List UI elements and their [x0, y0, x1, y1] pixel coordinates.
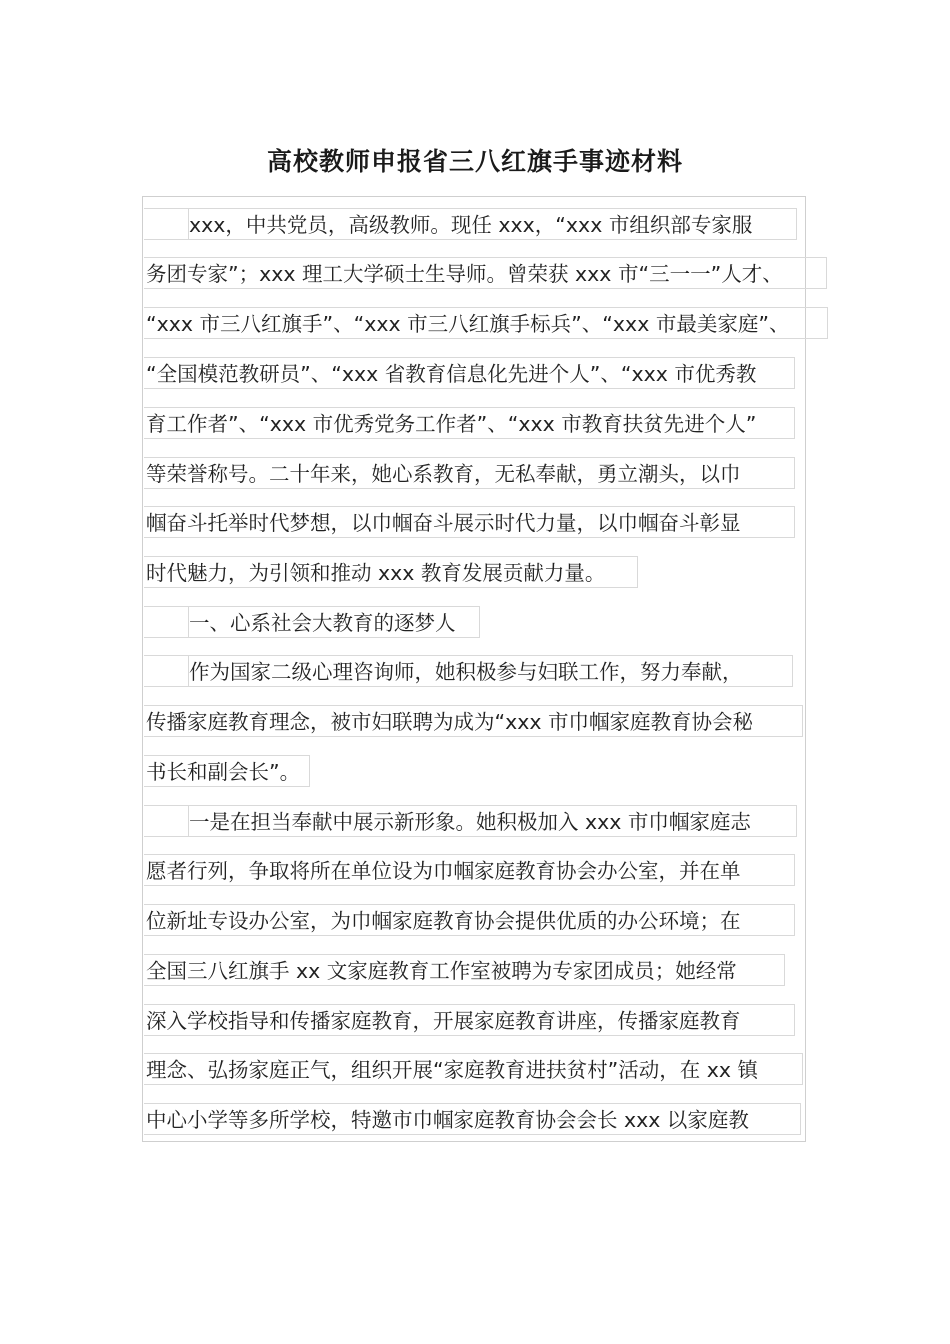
text-line: “xxx 市三八红旗手”、“xxx 市三八红旗手标兵”、“xxx 市最美家庭”、: [144, 307, 828, 339]
text-line: 时代魅力，为引领和推动 xxx 教育发展贡献力量。: [144, 556, 638, 588]
text-line: 位新址专设办公室，为巾帼家庭教育协会提供优质的办公环境；在: [144, 904, 795, 936]
text-line: 中心小学等多所学校，特邀市巾帼家庭教育协会会长 xxx 以家庭教: [144, 1103, 801, 1135]
text-line: 书长和副会长”。: [144, 755, 310, 787]
text-line: 育工作者”、“xxx 市优秀党务工作者”、“xxx 市教育扶贫先进个人”: [144, 407, 795, 439]
text-line: xxx，中共党员，高级教师。现任 xxx，“xxx 市组织部专家服: [144, 208, 797, 240]
text-line: 等荣誉称号。二十年来，她心系教育，无私奉献，勇立潮头，以巾: [144, 457, 795, 489]
text-line: 一是在担当奉献中展示新形象。她积极加入 xxx 市巾帼家庭志: [144, 805, 797, 837]
text-line: 深入学校指导和传播家庭教育，开展家庭教育讲座，传播家庭教育: [144, 1004, 795, 1036]
text-line: 传播家庭教育理念，被市妇联聘为成为“xxx 市巾帼家庭教育协会秘: [144, 705, 803, 737]
text-line: “全国模范教研员”、“xxx 省教育信息化先进个人”、“xxx 市优秀教: [144, 357, 795, 389]
text-line: 作为国家二级心理咨询师，她积极参与妇联工作，努力奉献，: [144, 655, 793, 687]
text-line: 务团专家”；xxx 理工大学硕士生导师。曾荣获 xxx 市“三一一”人才、: [144, 257, 827, 289]
text-line: 愿者行列，争取将所在单位设为巾帼家庭教育协会办公室，并在单: [144, 854, 795, 886]
text-line: 全国三八红旗手 xx 文家庭教育工作室被聘为专家团成员；她经常: [144, 954, 785, 986]
text-line: 理念、弘扬家庭正气，组织开展“家庭教育进扶贫村”活动，在 xx 镇: [144, 1053, 803, 1085]
section-heading: 一、心系社会大教育的逐梦人: [144, 606, 480, 638]
document-title: 高校教师申报省三八红旗手事迹材料: [266, 147, 683, 176]
text-line: 帼奋斗托举时代梦想，以巾帼奋斗展示时代力量，以巾帼奋斗彰显: [144, 506, 795, 538]
